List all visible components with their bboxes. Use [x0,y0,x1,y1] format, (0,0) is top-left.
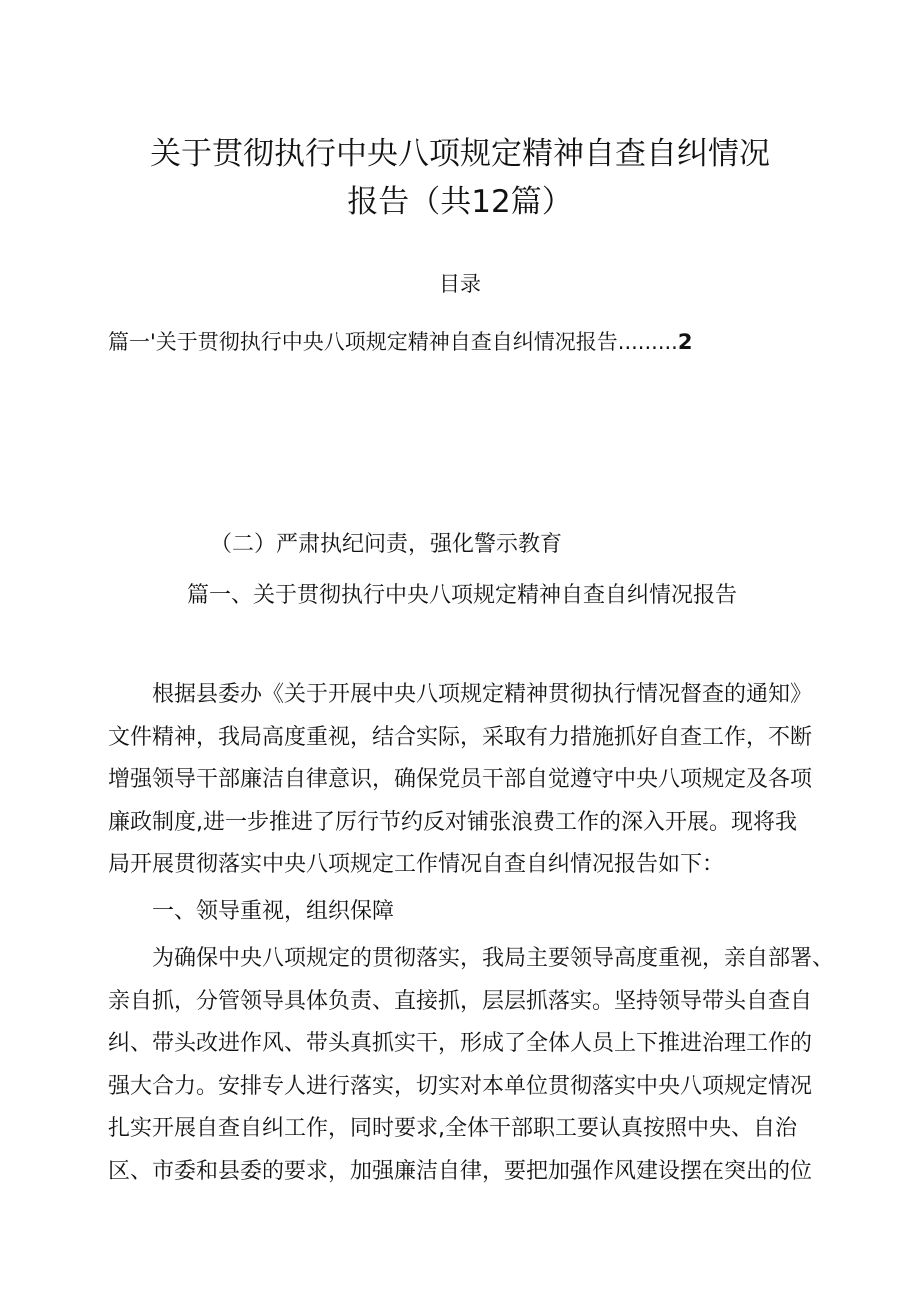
paragraph-line: 增强领导干部廉洁自律意识，确保党员干部自觉遵守中央八项规定及各项 [108,767,813,793]
paragraph-line: 纠、带头改进作风、带头真抓实干，形成了全体人员上下推进治理工作的 [108,1031,813,1057]
paragraph-line: 区、市委和县委的要求，加强廉洁自律，要把加强作风建设摆在突出的位 [108,1158,813,1184]
paragraph-line: 强大合力。安排专人进行落实，切实对本单位贯彻落实中央八项规定情况 [108,1073,813,1099]
paragraph-intro [108,674,848,887]
toc-entry-text: 篇一'关于贯彻执行中央八项规定精神自查自纠情况报告......... [108,330,678,354]
paragraph-line: 文件精神，我局高度重视，结合实际，采取有力措施抓好自查工作，不断 [108,724,813,750]
paragraph-line: 扎实开展自查自纠工作，同时要求,全体干部职工要认真按照中央、自治 [108,1116,797,1142]
paragraph-line: 根据县委办《关于开展中央八项规定精神贯彻执行情况督查的通知》 [108,682,813,707]
document-title-line2: 报告（共12篇） [347,184,573,220]
toc-entry[interactable] [108,326,692,358]
heading-leadership: 一、领导重视，组织保障 [152,899,395,924]
section-heading: 篇一、关于贯彻执行中央八项规定精神自查自纠情况报告 [187,583,738,608]
paragraph-line: 廉政制度,进一步推进了厉行节约反对铺张浪费工作的深入开展。现将我 [108,809,797,835]
paragraph-line: 为确保中央八项规定的贯彻落实，我局主要领导高度重视，亲自部署、 [108,946,835,971]
sub-heading: （二）严肃执纪问责，强化警示教育 [210,532,563,557]
paragraph-line: 局开展贯彻落实中央八项规定工作情况自查自纠情况报告如下： [108,852,725,878]
paragraph-leadership [108,938,848,1194]
toc-heading: 目录 [439,272,481,296]
toc-entry-page-number: 2 [677,330,693,354]
paragraph-line: 亲自抓，分管领导具体负责、直接抓，层层抓落实。坚持领导带头自查自 [108,988,813,1014]
document-title-line1: 关于贯彻执行中央八项规定精神自查自纠情况 [150,136,770,172]
